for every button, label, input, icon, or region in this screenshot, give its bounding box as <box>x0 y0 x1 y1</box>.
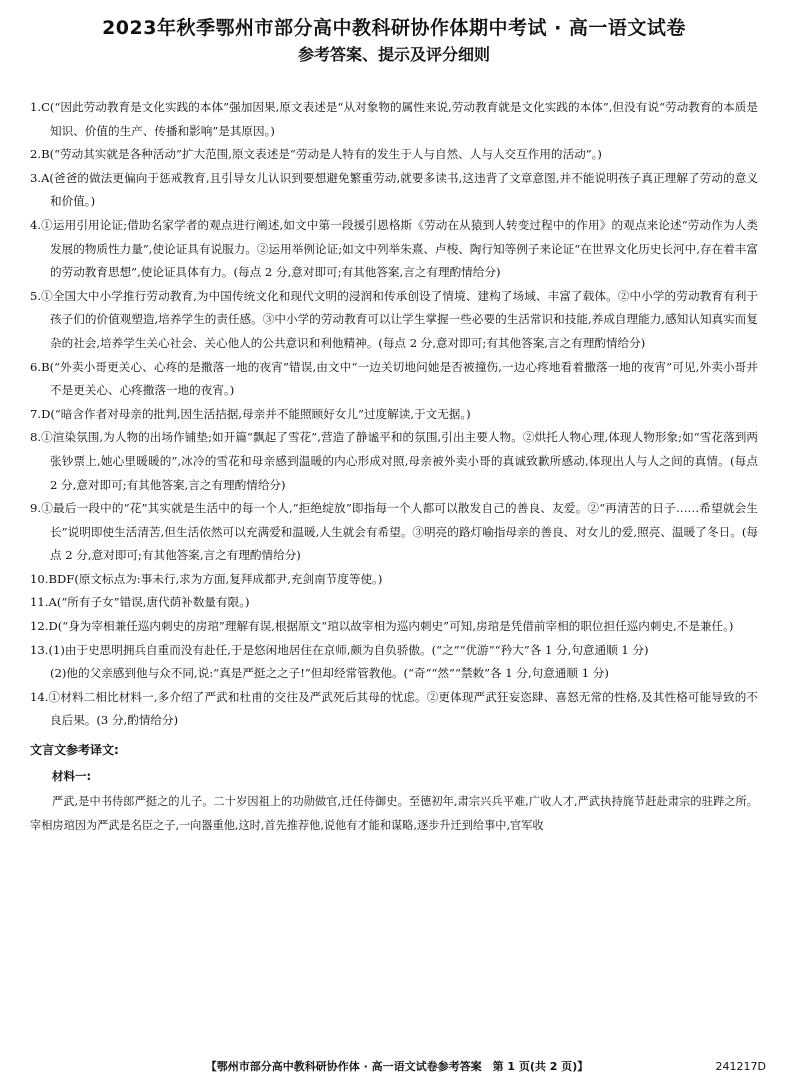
footer-page-info: 【鄂州市部分高中教科研协作体 · 高一语文试卷参考答案 第 1 页(共 2 页)】 <box>205 1060 589 1073</box>
answer-item-6: 6.B(“外卖小哥更关心、心疼的是撒落一地的夜宵”错误,由文中“一边关切地问她是否被撞伤,一边心疼地看着撒落一地的夜宵”可见,外卖小哥并不是更关心、心疼撒落一地的夜宵。) <box>30 359 758 398</box>
answer-item-1: 1.C(“因此劳动教育是文化实践的本体”强加因果,原文表述是“从对象物的属性来说,劳动教育就是文化实践的本体”,但没有说“劳动教育的本质是知识、价值的生产、传播和影响”是其原因。) <box>30 100 758 138</box>
answer-item-7: 7.D(“暗含作者对母亲的批判,因生活拮据,母亲并不能照顾好女儿”过度解读,于文无据。) <box>30 406 471 421</box>
answer-item-10: 10.BDF(原文标点为:事未行,求为方面,复拜成都尹,充剑南节度等使。) <box>30 571 383 586</box>
answer-sheet-page <box>0 16 794 1085</box>
answer-item-8: 8.①渲染氛围,为人物的出场作铺垫;如开篇“飘起了雪花”,营造了静谧平和的氛围,引出主要人物。②烘托人物心理,体现人物形象;如“雪花落到两张钞票上,她心里暖暖的”,冰冷的雪花和母亲感到温暖的内心形成对照,母亲被外卖小哥的真诚致歉所感动,体现出人与人之间的真情。(每点 2 分,意对即可;有其他答案,言之有理酌情给分) <box>30 430 758 492</box>
material-1-label: 材料一: <box>52 769 92 784</box>
material-1-translation: 严武,是中书侍郎严挺之的儿子。二十岁因祖上的功勋做官,迁任侍御史。至德初年,肃宗兴兵平难,广收人才,严武执持旄节赶赴肃宗的驻跸之所。宰相房琯因为严武是名臣之子,一向器重他,这时,首先推荐他,说他有才能和谋略,逐步升迁到给事中,官军收 <box>30 795 758 833</box>
answer-list <box>30 96 758 733</box>
page-footer <box>0 1057 794 1077</box>
answer-item-13-2: (2)他的父亲感到他与众不同,说:“真是严挺之之子!”但却经常管教他。(“奇”“然”“禁敕”各 1 分,句意通顺 1 分) <box>50 666 609 681</box>
footer-code: 241217D <box>715 1060 766 1073</box>
answer-item-14: 14.①材料二相比材料一,多介绍了严武和杜甫的交往及严武死后其母的忧虑。②更体现严武狂妄恣肆、喜怒无常的性格,及其性格可能导致的不良后果。(3 分,酌情给分) <box>30 689 758 728</box>
page-title: 2023年秋季鄂州市部分高中教科研协作体期中考试 · 高一语文试卷 <box>102 17 686 39</box>
answer-item-11: 11.A(“所有子女”错误,唐代荫补数量有限。) <box>30 595 250 610</box>
answer-item-2: 2.B(“劳动其实就是各种活动”扩大范围,原文表述是“劳动是人特有的发生于人与自然、人与人交互作用的活动”。) <box>30 147 602 162</box>
translation-heading: 文言文参考译文: <box>30 743 119 758</box>
answer-item-5: 5.①全国大中小学推行劳动教育,为中国传统文化和现代文明的浸润和传承创设了情境、建构了场域、丰富了载体。②中小学的劳动教育有利于孩子们的价值观塑造,培养学生的责任感。③中小学的劳动教育可以让学生掌握一些必要的生活常识和技能,养成自理能力,感知认知真实而复杂的社会,培养学生关心社会、关心他人的公共意识和利他精神。(每点 2 分,意对即可;有其他答案,言之有理酌情给分) <box>30 288 758 350</box>
page-subtitle: 参考答案、提示及评分细则 <box>297 45 490 64</box>
answer-item-9: 9.①最后一段中的“花”其实就是生活中的每一个人,“拒绝绽放”即指每一个人都可以散发自己的善良、友爱。②“再清苦的日子……希望就会生长”说明即使生活清苦,但生活依然可以充满爱和温暖,人生就会有希望。③明亮的路灯喻指母亲的善良、对女儿的爱,照亮、温暖了冬日。(每点 2 分,意对即可;有其他答案,言之有理酌情给分) <box>30 501 758 563</box>
answer-item-4: 4.①运用引用论证;借助名家学者的观点进行阐述,如文中第一段援引恩格斯《劳动在从猿到人转变过程中的作用》的观点来论述“劳动作为人类发展的物质性力量”,使论证具有说服力。②运用举例论证;如文中列举朱熹、卢梭、陶行知等例子来论证“在世界文化历史长河中,存在着丰富的劳动教育思想”,使论证具体有力。(每点 2 分,意对即可;有其他答案,言之有理酌情给分) <box>30 217 758 280</box>
answer-item-3: 3.A(爸爸的做法更偏向于惩戒教育,且引导女儿认识到要想避免繁重劳动,就要多读书,这违背了文章意图,并不能说明孩子真正理解了劳动的意义和价值。) <box>30 170 758 209</box>
answer-item-13-1: 13.(1)由于史思明拥兵自重而没有赴任,于是悠闲地居住在京师,颇为自负骄傲。(“之”“优游”“矜大”各 1 分,句意通顺 1 分) <box>30 642 649 657</box>
answer-item-12: 12.D(“身为宰相兼任巡内刺史的房琯”理解有误,根据原文“琯以故宰相为巡内刺史”可知,房琯是凭借前宰相的职位担任巡内刺史,不是兼任。) <box>30 619 734 634</box>
